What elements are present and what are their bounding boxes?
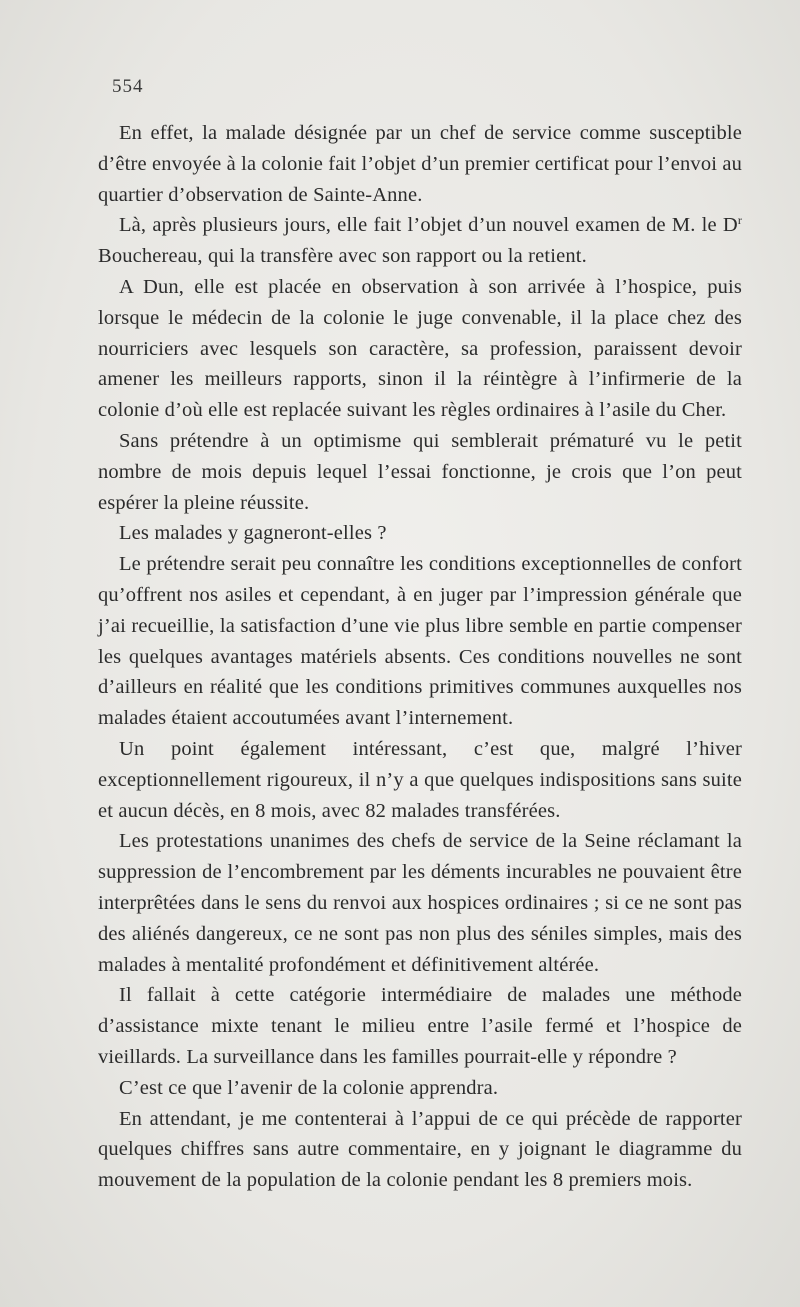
page-number: 554: [112, 76, 144, 97]
paragraph-10: C’est ce que l’avenir de la colonie apprendra.: [119, 1076, 499, 1099]
paragraph-4: Sans prétendre à un optimisme qui semblerait prématuré vu le petit nombre de mois depuis lequel l’essai fonctionne, je crois que l’on peut espérer la pleine réussite.: [98, 429, 742, 514]
paragraph-1: En effet, la malade désignée par un chef de service comme susceptible d’être envoyée à la colonie fait l’objet d’un premier certificat pour l’envoi au quartier d’observation de Sainte-Anne.: [98, 122, 742, 206]
paragraph-5: Les malades y gagneront-elles ?: [119, 522, 387, 545]
paragraph-2-part-1: Là, après plusieurs jours, elle fait l’objet d’un nouvel examen de M. le D: [119, 214, 738, 237]
paragraph-3: A Dun, elle est placée en observation à son arrivée à l’hospice, puis lorsque le médecin de la colonie le juge convenable, il la place chez des nourriciers avec lesquels son caractère, sa profession, paraissent devoir amener les meilleurs rapports, sinon il la réintègre à l’infirmerie de la colonie d’où elle est replacée suivant les règles ordinaires à l’asile du Cher.: [98, 275, 742, 422]
body-text: [98, 118, 742, 1196]
paragraph-8: Les protestations unanimes des chefs de service de la Seine réclamant la suppression de l’encombrement par les déments incurables ne pouvaient être interprêtées dans le sens du renvoi aux hospices ordinaires ; si ce ne sont pas des aliénés dangereux, ce ne sont pas non plus des séniles simples, mais des malades à mentalité profondément et définitivement altérée.: [98, 830, 742, 976]
paragraph-2-part-2: Bouchereau, qui la transfère avec son rapport ou la retient.: [98, 245, 587, 268]
paragraph-11: En attendant, je me contenterai à l’appui de ce qui précède de rapporter quelques chiffres sans autre commentaire, en y joignant le diagramme du mouvement de la population de la colonie pendant les 8 premiers mois.: [98, 1107, 742, 1192]
paragraph-2: [98, 210, 742, 272]
paragraph-7: Un point également intéressant, c’est que, malgré l’hiver exceptionnellement rigoureux, il n’y a que quelques indispositions sans suite et aucun décès, en 8 mois, avec 82 malades transférées.: [98, 737, 742, 822]
doctor-superscript: r: [737, 213, 742, 228]
paragraph-9: Il fallait à cette catégorie intermédiaire de malades une méthode d’assistance mixte tenant le milieu entre l’asile fermé et l’hospice de vieillards. La surveillance dans les familles pourrait-elle y répondre ?: [98, 984, 742, 1068]
paragraph-6: Le prétendre serait peu connaître les conditions exceptionnelles de confort qu’offrent nos asiles et cependant, à en juger par l’impression générale que j’ai recueillie, la satisfaction d’une vie plus libre semble en partie compenser les quelques avantages matériels absents. Ces conditions nouvelles ne sont d’ailleurs en réalité que les conditions primitives communes auxquelles nos malades étaient accoutumées avant l’internement.: [98, 553, 742, 730]
